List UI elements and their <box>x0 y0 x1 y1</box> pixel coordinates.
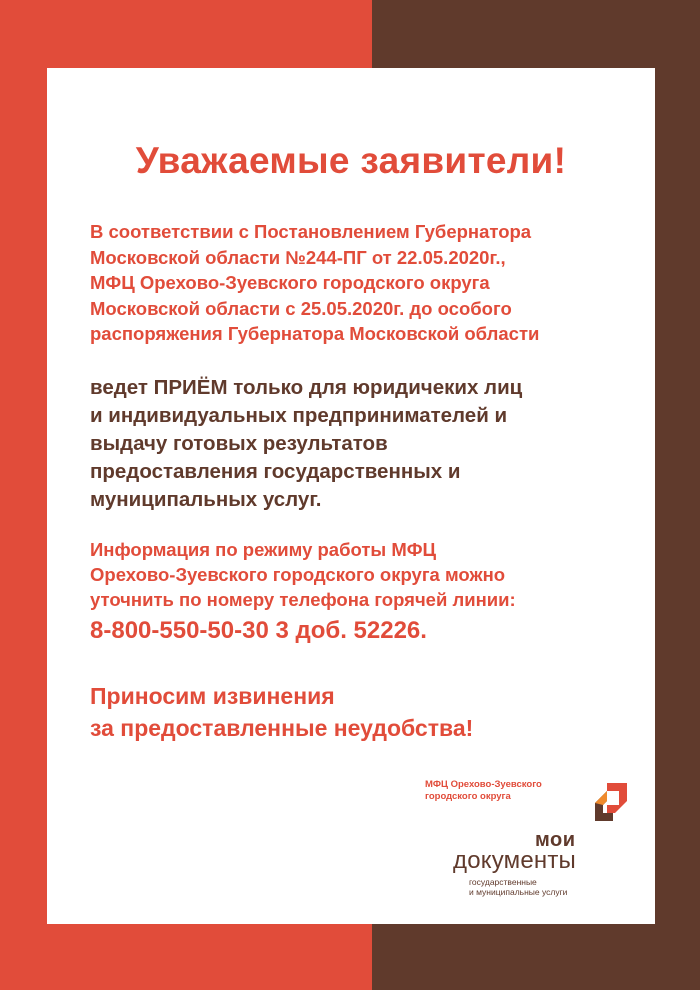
mfc-logo-block <box>425 773 645 903</box>
logo-brand-bottom: документы <box>453 847 576 874</box>
legal-basis-line: Московской области с 25.05.2020г. до особого <box>90 297 512 319</box>
reception-line: выдачу готовых результатов <box>90 432 388 455</box>
apology-paragraph <box>90 680 635 744</box>
logo-subtitle-line: и муниципальные услуги <box>469 887 568 897</box>
apology-line: за предоставленные неудобства! <box>90 715 474 741</box>
reception-line: муниципальных услуг. <box>90 488 322 511</box>
reception-line: предоставления государственных и <box>90 460 461 483</box>
reception-line: ведет ПРИЁМ только для юридичеких лиц <box>90 376 523 399</box>
notice-title: Уважаемые заявители! <box>135 140 567 181</box>
hotline-info-paragraph <box>90 537 635 612</box>
hotline-info-line: уточнить по номеру телефона горячей линии: <box>90 589 516 610</box>
logo-org-line: городского округа <box>425 791 511 802</box>
legal-basis-line: распоряжения Губернатора Московской области <box>90 323 540 344</box>
logo-brand-top: мои <box>535 829 576 851</box>
reception-line: и индивидуальных предпринимателей и <box>90 404 508 427</box>
legal-basis-line: МФЦ Орехово-Зуевского городского округа <box>90 272 490 293</box>
logo-org-name <box>425 779 542 803</box>
hotline-info-line: Орехово-Зуевского городского округа можно <box>90 564 506 585</box>
legal-basis-line: Московской области №244-ПГ от 22.05.2020г., <box>90 246 506 268</box>
legal-basis-line: В соответствии с Постановлением Губернатора <box>90 221 532 242</box>
apology-line: Приносим извинения <box>90 683 335 709</box>
notice-card <box>47 68 655 924</box>
hotline-info-line: Информация по режиму работы МФЦ <box>90 539 437 560</box>
reception-paragraph <box>90 374 635 514</box>
logo-subtitle-line: государственные <box>469 877 537 887</box>
hotline-phone-number: 8-800-550-50-30 3 доб. 52226. <box>90 617 427 644</box>
logo-subtitle <box>469 877 567 897</box>
legal-basis-paragraph <box>90 219 635 347</box>
logo-org-line: МФЦ Орехово-Зуевского <box>425 779 542 790</box>
moi-dokumenty-logo-icon <box>587 779 633 825</box>
